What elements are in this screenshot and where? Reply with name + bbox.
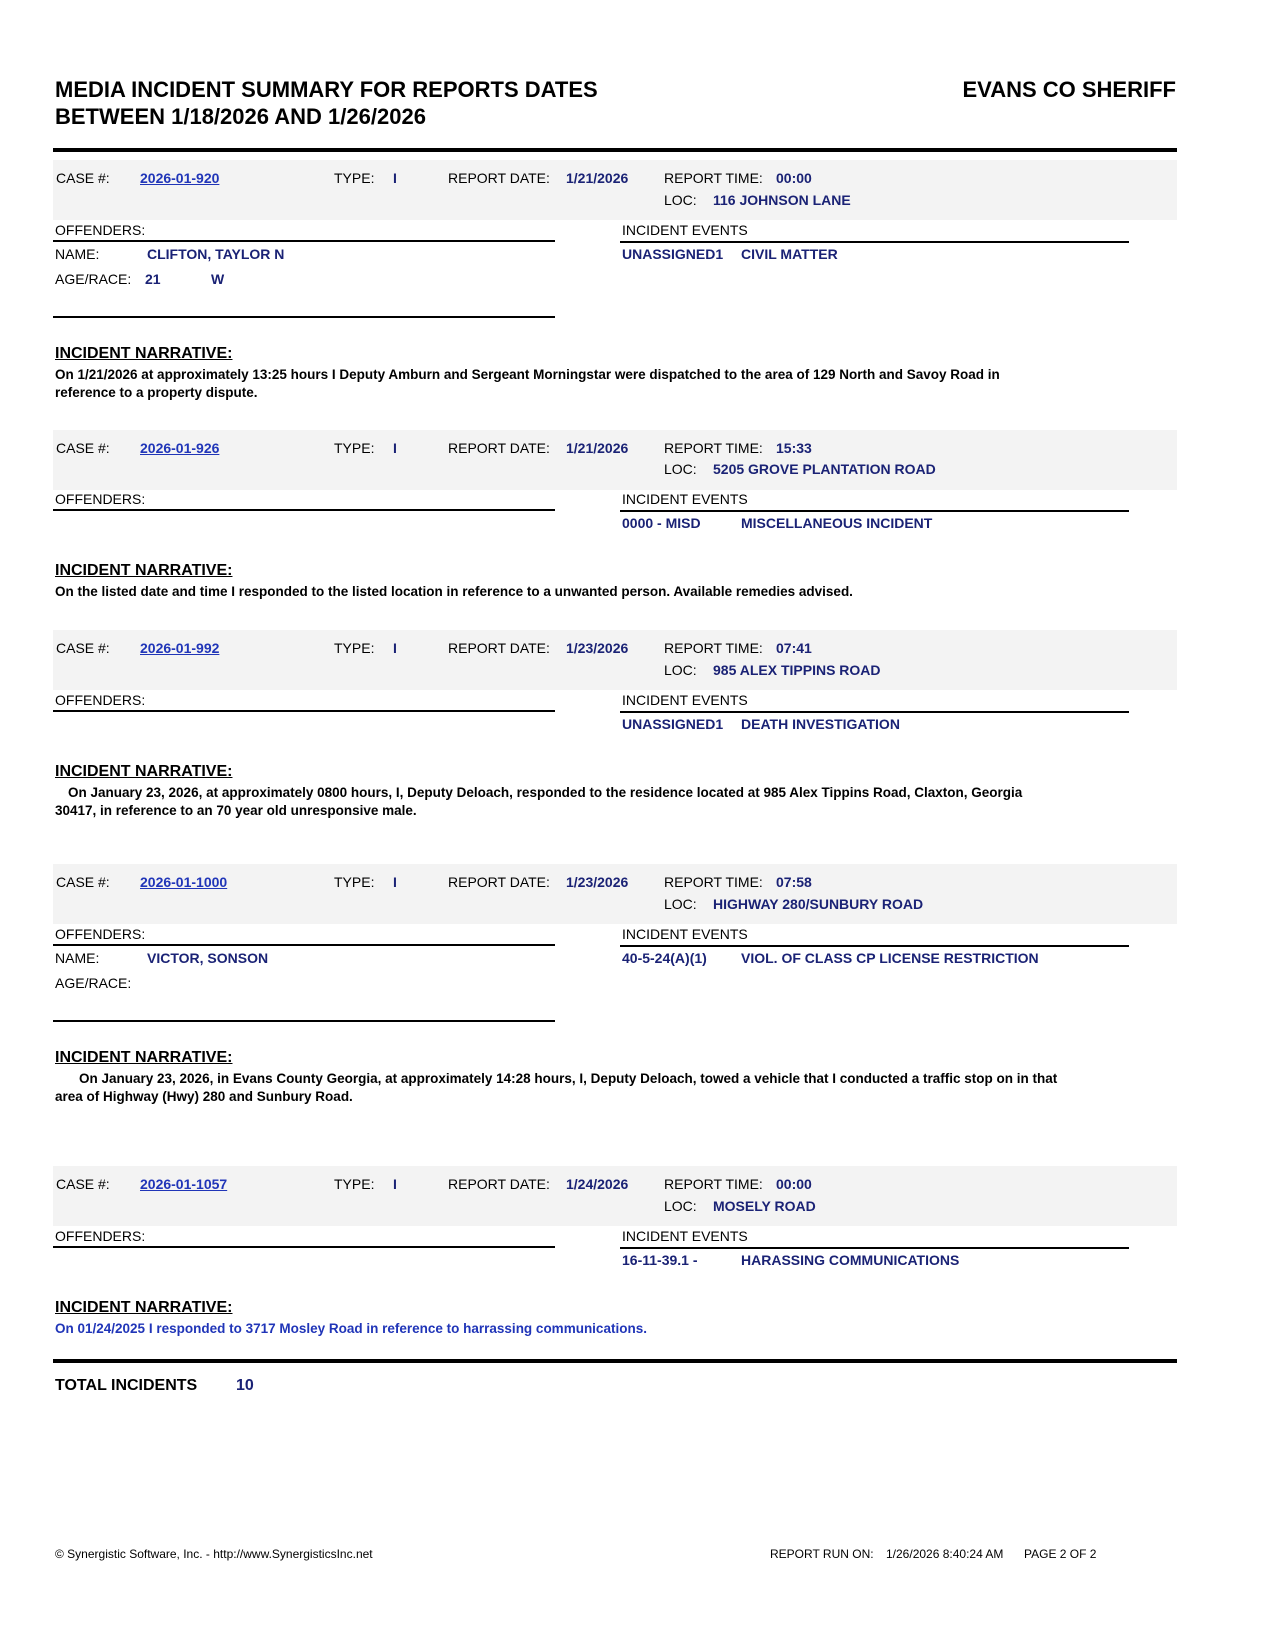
case-header-bar xyxy=(53,160,1177,220)
incident-events-label: INCIDENT EVENTS xyxy=(622,692,748,708)
case-header-bar xyxy=(53,630,1177,690)
report-date-value: 1/21/2026 xyxy=(566,440,629,456)
case-number-link[interactable]: 2026-01-926 xyxy=(140,440,220,456)
offender-age-race-label: AGE/RACE: xyxy=(55,271,132,287)
footer-page-number: PAGE 2 OF 2 xyxy=(1024,1547,1097,1561)
report-date-label: REPORT DATE: xyxy=(448,440,550,456)
report-title xyxy=(55,76,815,130)
location-value: 116 JOHNSON LANE xyxy=(713,192,851,208)
offender-name-label: NAME: xyxy=(55,950,100,966)
case-number-link[interactable]: 2026-01-1057 xyxy=(140,1176,228,1192)
case-number-label: CASE #: xyxy=(56,440,110,456)
narrative-text xyxy=(55,1320,1155,1338)
narrative-line: 30417, in reference to an 70 year old unresponsive male. xyxy=(55,803,417,818)
footer-run-on-label: REPORT RUN ON: xyxy=(770,1547,874,1561)
offender-name-value: CLIFTON, TAYLOR N xyxy=(147,246,285,262)
offenders-divider xyxy=(53,240,555,242)
case-header-bar xyxy=(53,1166,1177,1226)
narrative-line: reference to a property dispute. xyxy=(55,385,258,400)
offender-section-end xyxy=(53,316,555,318)
incident-events-label: INCIDENT EVENTS xyxy=(622,1228,748,1244)
location-label: LOC: xyxy=(664,192,697,208)
events-divider xyxy=(620,510,1129,512)
footer-run-on-value: 1/26/2026 8:40:24 AM xyxy=(886,1547,1004,1561)
report-time-label: REPORT TIME: xyxy=(664,640,763,656)
totals-divider xyxy=(53,1359,1177,1363)
offender-age-race-label: AGE/RACE: xyxy=(55,975,132,991)
location-value: MOSELY ROAD xyxy=(713,1198,816,1214)
narrative-heading: INCIDENT NARRATIVE: xyxy=(55,763,233,780)
incident-events-label: INCIDENT EVENTS xyxy=(622,926,748,942)
narrative-text xyxy=(55,366,1155,402)
offenders-label: OFFENDERS: xyxy=(55,926,146,942)
type-value: I xyxy=(393,874,397,890)
report-date-value: 1/23/2026 xyxy=(566,874,629,890)
case-number-label: CASE #: xyxy=(56,640,110,656)
report-date-label: REPORT DATE: xyxy=(448,170,550,186)
narrative-text xyxy=(55,583,1155,601)
report-time-label: REPORT TIME: xyxy=(664,170,763,186)
offenders-label: OFFENDERS: xyxy=(55,491,146,507)
event-code: 40-5-24(A)(1) xyxy=(622,950,707,966)
report-date-label: REPORT DATE: xyxy=(448,640,550,656)
report-time-value: 00:00 xyxy=(776,170,812,186)
type-label: TYPE: xyxy=(334,440,375,456)
report-time-value: 07:41 xyxy=(776,640,812,656)
type-label: TYPE: xyxy=(334,874,375,890)
report-time-label: REPORT TIME: xyxy=(664,1176,763,1192)
offenders-label: OFFENDERS: xyxy=(55,692,146,708)
offenders-divider xyxy=(53,1246,555,1248)
case-number-label: CASE #: xyxy=(56,170,110,186)
narrative-heading: INCIDENT NARRATIVE: xyxy=(55,562,233,579)
offenders-divider xyxy=(53,944,555,946)
offenders-divider xyxy=(53,710,555,712)
incident-events-label: INCIDENT EVENTS xyxy=(622,222,748,238)
total-incidents-label: TOTAL INCIDENTS xyxy=(55,1377,198,1394)
type-label: TYPE: xyxy=(334,640,375,656)
case-number-link[interactable]: 2026-01-992 xyxy=(140,640,220,656)
event-description: VIOL. OF CLASS CP LICENSE RESTRICTION xyxy=(741,950,1039,966)
type-value: I xyxy=(393,170,397,186)
report-time-label: REPORT TIME: xyxy=(664,440,763,456)
narrative-heading: INCIDENT NARRATIVE: xyxy=(55,1049,233,1066)
report-time-label: REPORT TIME: xyxy=(664,874,763,890)
type-value: I xyxy=(393,640,397,656)
report-date-value: 1/23/2026 xyxy=(566,640,629,656)
narrative-heading: INCIDENT NARRATIVE: xyxy=(55,345,233,362)
narrative-line: On 01/24/2025 I responded to 3717 Mosley Road in reference to harrassing communications. xyxy=(55,1321,647,1336)
event-description: MISCELLANEOUS INCIDENT xyxy=(741,515,933,531)
location-label: LOC: xyxy=(664,461,697,477)
report-date-value: 1/21/2026 xyxy=(566,170,629,186)
narrative-line: On the listed date and time I responded to the listed location in reference to a unwanted person. Available remedies advised. xyxy=(55,584,853,599)
offender-section-end xyxy=(53,1020,555,1022)
offender-age-value: 21 xyxy=(145,271,161,287)
case-header-bar xyxy=(53,430,1177,490)
narrative-text xyxy=(55,1070,1155,1106)
narrative-heading: INCIDENT NARRATIVE: xyxy=(55,1299,233,1316)
events-divider xyxy=(620,1247,1129,1249)
event-description: HARASSING COMMUNICATIONS xyxy=(741,1252,960,1268)
events-divider xyxy=(620,711,1129,713)
location-label: LOC: xyxy=(664,662,697,678)
case-number-label: CASE #: xyxy=(56,1176,110,1192)
narrative-line: On 1/21/2026 at approximately 13:25 hours I Deputy Amburn and Sergeant Morningstar were dispatched to the area of 129 North and Savoy Road in xyxy=(55,367,1000,382)
report-time-value: 15:33 xyxy=(776,440,812,456)
event-code: 16-11-39.1 - xyxy=(622,1252,698,1268)
case-number-label: CASE #: xyxy=(56,874,110,890)
report-time-value: 00:00 xyxy=(776,1176,812,1192)
case-header-bar xyxy=(53,864,1177,924)
events-divider xyxy=(620,945,1129,947)
total-incidents-value: 10 xyxy=(236,1377,254,1394)
location-value: HIGHWAY 280/SUNBURY ROAD xyxy=(713,896,924,912)
event-description: CIVIL MATTER xyxy=(741,246,838,262)
narrative-line: area of Highway (Hwy) 280 and Sunbury Road. xyxy=(55,1089,353,1104)
offenders-label: OFFENDERS: xyxy=(55,222,146,238)
offender-race-value: W xyxy=(211,271,225,287)
narrative-line: On January 23, 2026, at approximately 0800 hours, I, Deputy Deloach, responded to the residence located at 985 Alex Tippins Road, Claxton, Georgia xyxy=(68,785,1023,800)
offenders-divider xyxy=(53,509,555,511)
location-value: 5205 GROVE PLANTATION ROAD xyxy=(713,461,936,477)
footer-copyright: © Synergistic Software, Inc. - http://www.SynergisticsInc.net xyxy=(55,1547,373,1561)
report-date-value: 1/24/2026 xyxy=(566,1176,629,1192)
narrative-line: On January 23, 2026, in Evans County Georgia, at approximately 14:28 hours, I, Deputy Deloach, towed a vehicle that I conducted a traffic stop on in that xyxy=(79,1071,1058,1086)
location-label: LOC: xyxy=(664,896,697,912)
header-divider xyxy=(53,148,1177,152)
case-number-link[interactable]: 2026-01-920 xyxy=(140,170,220,186)
offender-name-value: VICTOR, SONSON xyxy=(147,950,269,966)
offender-name-label: NAME: xyxy=(55,246,100,262)
report-title-line1: MEDIA INCIDENT SUMMARY FOR REPORTS DATES xyxy=(55,77,598,102)
event-code: UNASSIGNED1 xyxy=(622,246,724,262)
type-label: TYPE: xyxy=(334,170,375,186)
agency-name: EVANS CO SHERIFF xyxy=(962,77,1176,102)
report-title-line2: BETWEEN 1/18/2026 AND 1/26/2026 xyxy=(55,104,426,129)
event-code: 0000 - MISD xyxy=(622,515,701,531)
type-value: I xyxy=(393,440,397,456)
events-divider xyxy=(620,241,1129,243)
report-date-label: REPORT DATE: xyxy=(448,874,550,890)
report-time-value: 07:58 xyxy=(776,874,812,890)
event-code: UNASSIGNED1 xyxy=(622,716,724,732)
location-label: LOC: xyxy=(664,1198,697,1214)
narrative-text xyxy=(55,784,1155,820)
type-value: I xyxy=(393,1176,397,1192)
case-number-link[interactable]: 2026-01-1000 xyxy=(140,874,228,890)
event-description: DEATH INVESTIGATION xyxy=(741,716,900,732)
report-date-label: REPORT DATE: xyxy=(448,1176,550,1192)
offenders-label: OFFENDERS: xyxy=(55,1228,146,1244)
incident-events-label: INCIDENT EVENTS xyxy=(622,491,748,507)
type-label: TYPE: xyxy=(334,1176,375,1192)
location-value: 985 ALEX TIPPINS ROAD xyxy=(713,662,881,678)
